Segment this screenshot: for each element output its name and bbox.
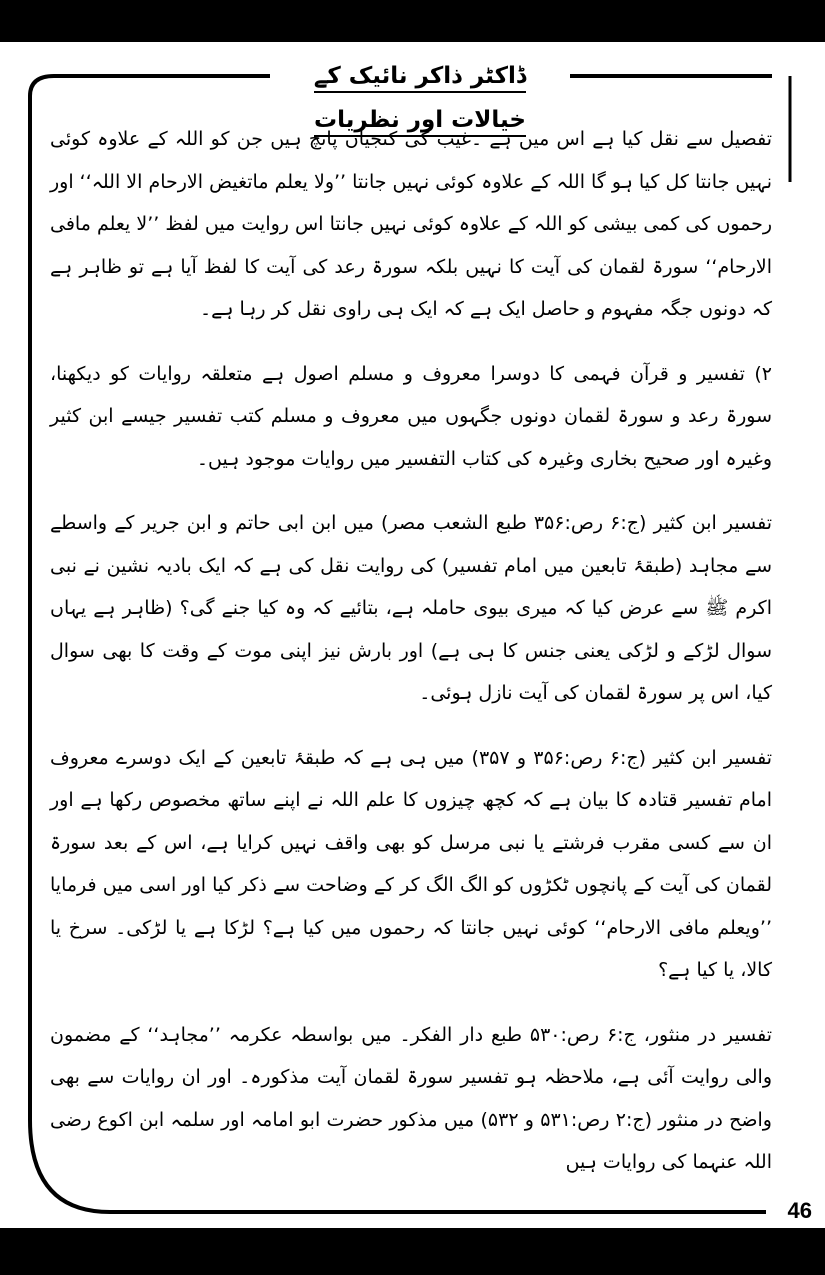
- page-number: 46: [787, 1198, 812, 1223]
- paragraph-4: تفسیر ابن کثیر (ج:۶ رص:۳۵۶ و ۳۵۷) میں ہی ہے کہ طبقۂ تابعین کے ایک دوسرے معروف امام تفسیر قتادہ کا بیان ہے کہ کچھ چیزوں کا علم اللہ نے اپنے ساتھ مخصوص رکھا ہے اور ان سے کسی مقرب فرشتے یا نبی مرسل کو بھی واقف نہیں کرایا ہے، اس کے بعد سورۃ لقمان کی آیت کے پانچوں ٹکڑوں کو الگ الگ کر کے وضاحت سے ذکر کیا اور اسی میں فرمایا ’’ویعلم مافی الارحام‘‘ کوئی نہیں جانتا کہ رحموں میں کیا ہے؟ لڑکا ہے یا لڑکی۔ سرخ یا کالا، یا کیا ہے؟: [50, 746, 772, 981]
- paragraph-1: تفصیل سے نقل کیا ہے اس میں ہے ۔غیب کی کنجیاں پانچ ہیں جن کو اللہ کے علاوہ کوئی نہیں جانتا کل کیا ہو گا اللہ کے علاوہ کوئی نہیں جانتا ’’ولا یعلم ماتغیض الارحام الا اللہ‘‘ اور رحموں کی کمی بیشی کو اللہ کے علاوہ کوئی نہیں جانتا اس روایت میں لفظ ’’لا یعلم مافی الارحام‘‘ سورۃ لقمان کی آیت کا نہیں بلکہ سورۃ رعد کی آیت کا لفظ آیا ہے تو ظاہر ہے کہ دونوں جگہ مفہوم و حاصل ایک ہے کہ ایک ہی راوی نقل کر رہا ہے۔: [50, 128, 772, 320]
- bottom-black-band: [0, 1228, 825, 1275]
- paragraph-2: ۲) تفسیر و قرآن فہمی کا دوسرا معروف و مسلم اصول ہے متعلقہ روایات کو دیکھنا، سورۃ رعد و سورۃ لقمان دونوں جگہوں میں معروف و مسلم کتب تفسیر جیسے ابن کثیر وغیرہ اور صحیح بخاری وغیرہ کی کتاب التفسیر میں روایات موجود ہیں۔: [50, 362, 772, 470]
- paragraph-3: تفسیر ابن کثیر (ج:۶ رص:۳۵۶ طبع الشعب مصر) میں ابن ابی حاتم و ابن جریر کے واسطے سے مجاہد (طبقۂ تابعین میں امام تفسیر) کی روایت نقل کی ہے کہ ایک بادیہ نشین نے نبی اکرم ﷺ سے عرض کیا کہ میری بیوی حاملہ ہے، بتائیے کہ وہ کیا جنے گی؟ (ظاہر ہے یہاں سوال لڑکے و لڑکی یعنی جنس کا ہی ہے) اور بارش نیز اپنی موت کے وقت کا بھی سوال کیا، اس پر سورۃ لقمان کی آیت نازل ہوئی۔: [50, 512, 772, 704]
- main-text-column: [50, 118, 772, 1184]
- running-header-title: ڈاکٹر ذاکر نائیک کے خیالات اور نظریات: [270, 54, 570, 98]
- paragraph-5: تفسیر در منثور، ج:۶ رص:۵۳۰ طبع دار الفکر۔ میں بواسطہ عکرمہ ’’مجاہد‘‘ کے مضمون والی روایت آئی ہے، ملاحظہ ہو تفسیر سورۃ لقمان آیت مذکورہ۔ اور ان روایات سے بھی واضح در منثور (ج:۲ رص:۵۳۱ و ۵۳۲) میں مذکور حضرت ابو امامہ اور سلمہ ابن اکوع رضی اللہ عنہما کی روایات ہیں: [50, 1023, 772, 1173]
